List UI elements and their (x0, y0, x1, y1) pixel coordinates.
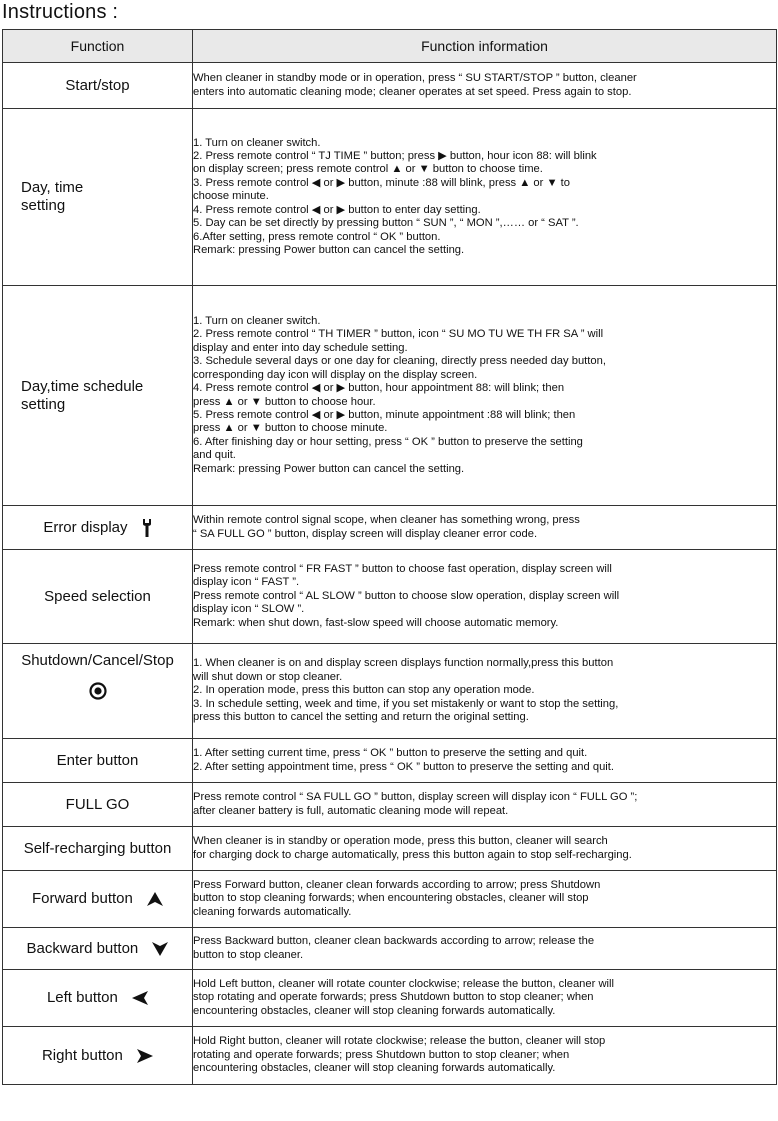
header-row (3, 30, 777, 63)
info-line: “ SA FULL GO ” button, display screen will display cleaner error code. (193, 527, 538, 540)
info-line: 1. When cleaner is on and display screen displays function normally,press this button (193, 657, 614, 670)
forward-arrow-icon (147, 892, 163, 906)
wrench-icon (142, 518, 152, 538)
info-line: 1. Turn on cleaner switch. (193, 315, 321, 328)
function-name: Forward button (3, 871, 193, 928)
function-info (193, 970, 777, 1027)
table-row (3, 739, 777, 783)
info-line: encountering obstacles, cleaner will stop cleaning forwards automatically. (193, 1062, 556, 1075)
function-info (193, 783, 777, 827)
info-line: Remark: pressing Power button can cancel the setting. (193, 462, 465, 475)
info-line: rotating and operate forwards; press Shutdown button to stop cleaner; when (193, 1048, 570, 1061)
function-name: Day,time schedule setting (3, 286, 193, 506)
function-name: Left button (3, 970, 193, 1027)
function-info (193, 506, 777, 550)
function-name: Speed selection (3, 550, 193, 644)
table-row (3, 783, 777, 827)
function-info (193, 644, 777, 739)
power-stop-icon (89, 682, 107, 700)
function-info (193, 63, 777, 109)
info-line: 2. Press remote control “ TJ TIME ” button; press ▶ button, hour icon 88: will blink (193, 150, 597, 163)
function-info (193, 827, 777, 871)
function-name: Backward button (3, 928, 193, 970)
info-line: Remark: when shut down, fast-slow speed will choose automatic memory. (193, 616, 559, 629)
info-line: Press remote control “ AL SLOW ” button to choose slow operation, display screen will (193, 589, 620, 602)
info-line: Remark: pressing Power button can cancel the setting. (193, 243, 465, 256)
table-row (3, 109, 777, 286)
info-line: 2. After setting appointment time, press “ OK ” button to preserve the setting and quit. (193, 760, 614, 773)
info-line: 6. After finishing day or hour setting, press “ OK ” button to preserve the setting (193, 435, 583, 448)
function-name: FULL GO (3, 783, 193, 827)
info-line: on display screen; press remote control ▲ or ▼ button to choose time. (193, 163, 543, 176)
left-arrow-icon (132, 991, 148, 1005)
info-header: Function information (193, 30, 777, 63)
table-row (3, 550, 777, 644)
function-info (193, 1027, 777, 1085)
info-line: button to stop cleaning forwards; when encountering obstacles, cleaner will stop (193, 892, 589, 905)
function-info (193, 739, 777, 783)
table-row (3, 827, 777, 871)
function-info (193, 109, 777, 286)
info-line: corresponding day icon will display on the display screen. (193, 368, 478, 381)
info-line: display and enter into day schedule setting. (193, 341, 408, 354)
table-row (3, 970, 777, 1027)
function-name: Error display (3, 506, 193, 550)
info-line: button to stop cleaner. (193, 948, 304, 961)
function-info (193, 928, 777, 970)
function-name: Start/stop (3, 63, 193, 109)
page-title: Instructions : (2, 1, 119, 23)
info-line: stop rotating and operate forwards; press Shutdown button to stop cleaner; when (193, 991, 594, 1004)
info-line: encountering obstacles, cleaner will stop cleaning forwards automatically. (193, 1004, 556, 1017)
info-line: 6.After setting, press remote control “ OK ” button. (193, 230, 441, 243)
info-line: Press remote control “ SA FULL GO ” button, display screen will display icon “ FULL GO ”; (193, 791, 638, 804)
table-row (3, 506, 777, 550)
function-name: Right button (3, 1027, 193, 1085)
function-header: Function (3, 30, 193, 63)
info-line: Press remote control “ FR FAST ” button to choose fast operation, display screen will (193, 562, 612, 575)
info-line: choose minute. (193, 190, 269, 203)
info-line: after cleaner battery is full, automatic cleaning mode will repeat. (193, 804, 509, 817)
info-line: display icon “ SLOW ”. (193, 603, 305, 616)
table-row (3, 871, 777, 928)
function-info (193, 550, 777, 644)
info-line: 5. Day can be set directly by pressing button “ SUN ”, “ MON ”,…… or “ SAT ”. (193, 217, 579, 230)
info-line: will shut down or stop cleaner. (193, 670, 343, 683)
right-arrow-icon (137, 1049, 153, 1063)
info-line: press this button to cancel the setting and return the original setting. (193, 711, 529, 724)
info-line: cleaning forwards automatically. (193, 905, 352, 918)
table-row (3, 63, 777, 109)
function-name: Self-recharging button (3, 827, 193, 871)
function-info (193, 286, 777, 506)
function-info (193, 871, 777, 928)
function-name: Enter button (3, 739, 193, 783)
table-row (3, 286, 777, 506)
info-line: 4. Press remote control ◀ or ▶ button, hour appointment 88: will blink; then (193, 382, 565, 395)
info-line: enters into automatic cleaning mode; cleaner operates at set speed. Press again to stop. (193, 85, 632, 98)
function-name: Shutdown/Cancel/Stop (3, 644, 193, 739)
info-line: When cleaner is in standby or operation mode, press this button, cleaner will search (193, 835, 608, 848)
info-line: Press Backward button, cleaner clean backwards according to arrow; release the (193, 935, 595, 948)
info-line: 2. In operation mode, press this button can stop any operation mode. (193, 684, 535, 697)
info-line: press ▲ or ▼ button to choose hour. (193, 395, 376, 408)
info-line: Within remote control signal scope, when cleaner has something wrong, press (193, 514, 580, 527)
info-line: 2. Press remote control “ TH TIMER ” button, icon “ SU MO TU WE TH FR SA ” will (193, 328, 604, 341)
info-line: display icon “ FAST ”. (193, 576, 300, 589)
info-line: 3. Press remote control ◀ or ▶ button, minute :88 will blink, press ▲ or ▼ to (193, 176, 570, 189)
info-line: Hold Right button, cleaner will rotate clockwise; release the button, cleaner will stop (193, 1035, 606, 1048)
instructions-table (2, 29, 777, 1085)
function-name: Day, time setting (3, 109, 193, 286)
backward-arrow-icon (152, 942, 168, 956)
info-line: 1. Turn on cleaner switch. (193, 136, 321, 149)
info-line: for charging dock to charge automatically, press this button again to stop self-recharging. (193, 848, 632, 861)
info-line: 3. Schedule several days or one day for cleaning, directly press needed day button, (193, 355, 606, 368)
info-line: press ▲ or ▼ button to choose minute. (193, 422, 388, 435)
table-row (3, 928, 777, 970)
info-line: and quit. (193, 449, 236, 462)
info-line: 3. In schedule setting, week and time, if you set mistakenly or want to stop the setting, (193, 697, 619, 710)
table-row (3, 1027, 777, 1085)
table-row (3, 644, 777, 739)
info-line: When cleaner in standby mode or in operation, press “ SU START/STOP ” button, cleaner (193, 72, 637, 85)
info-line: 5. Press remote control ◀ or ▶ button, minute appointment :88 will blink; then (193, 408, 576, 421)
info-line: Hold Left button, cleaner will rotate counter clockwise; release the button, cleaner will (193, 977, 614, 990)
info-line: Press Forward button, cleaner clean forwards according to arrow; press Shutdown (193, 878, 601, 891)
info-line: 1. After setting current time, press “ OK ” button to preserve the setting and quit. (193, 747, 588, 760)
info-line: 4. Press remote control ◀ or ▶ button to enter day setting. (193, 203, 481, 216)
